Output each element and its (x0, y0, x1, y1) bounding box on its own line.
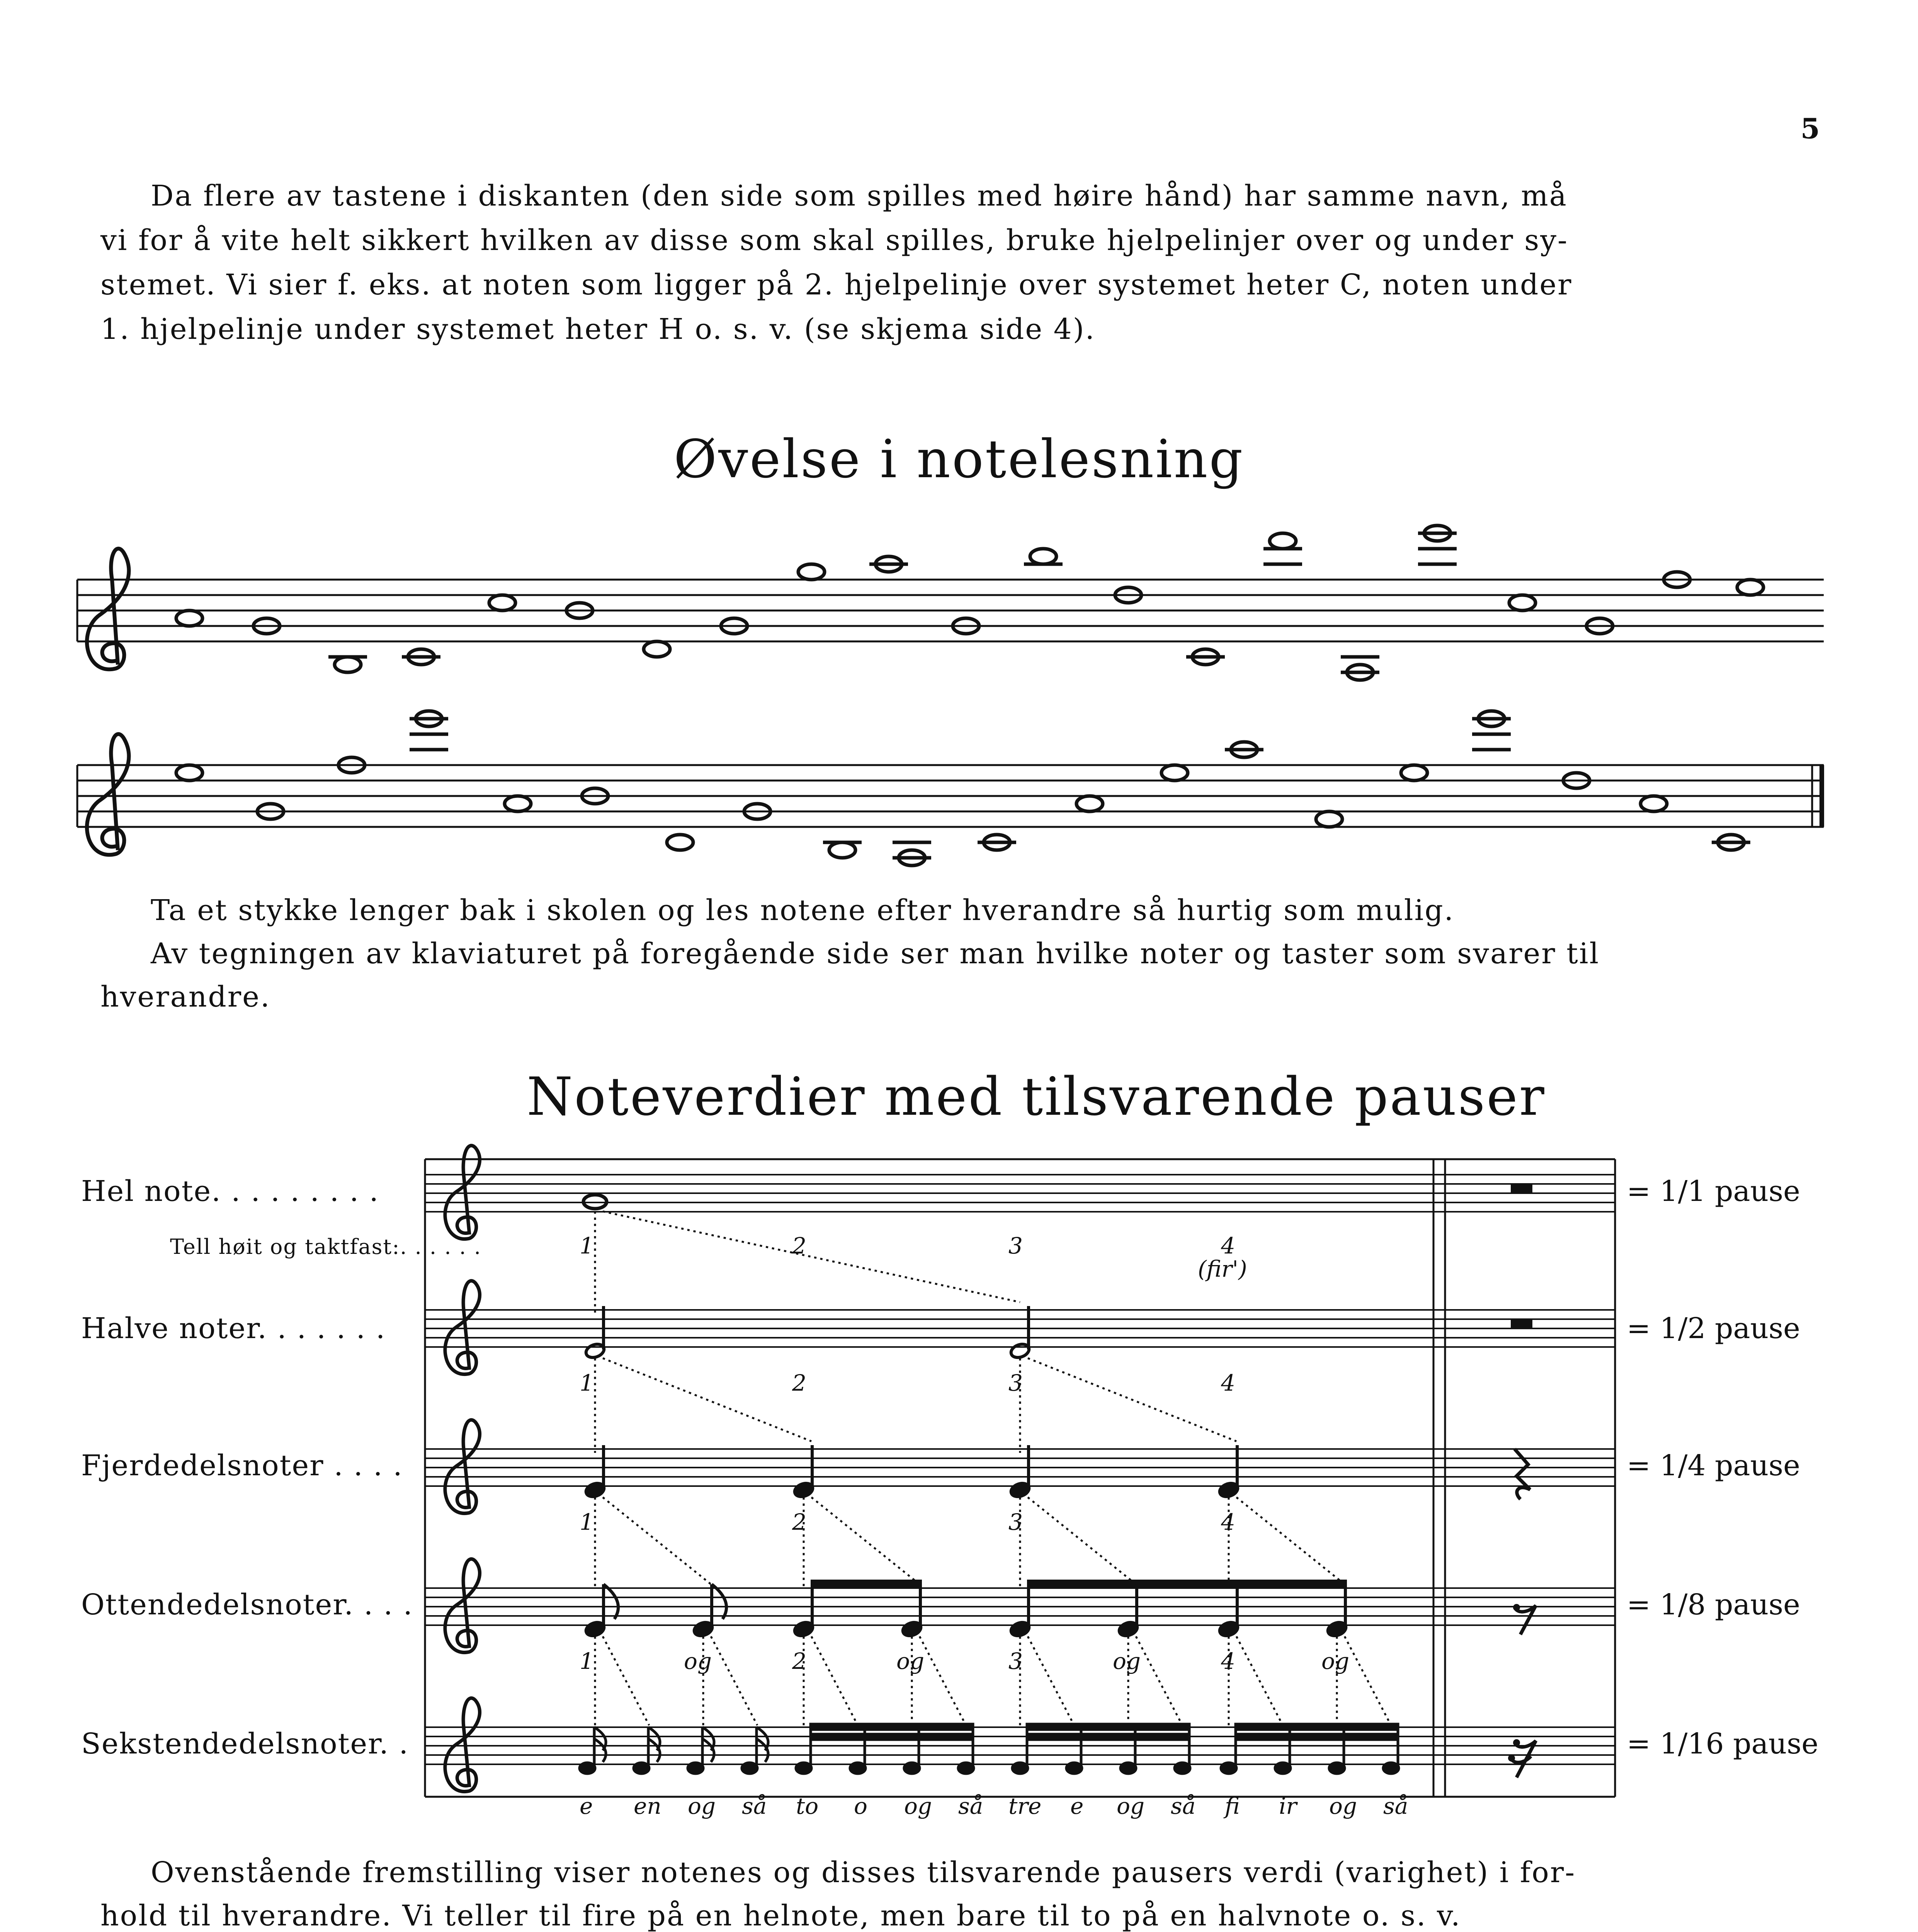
syllable: og (1329, 1793, 1357, 1819)
count-eighth: 1 (580, 1648, 594, 1674)
count-quarter-4: 4 (1221, 1509, 1235, 1535)
syllable: ir (1279, 1793, 1297, 1819)
syllable: så (958, 1793, 983, 1819)
row-label-quarter: Fjerdedelsnoter . . . . (81, 1449, 403, 1482)
row-label-half: Halve noter. . . . . . . (81, 1312, 386, 1345)
count-whole-4: 4 (1221, 1233, 1235, 1259)
intro-line: Da flere av tastene i diskanten (den side som spilles med høire hånd) har samme navn, må (151, 179, 1568, 213)
page-number: 5 (1801, 112, 1820, 145)
syllable: tre (1008, 1793, 1042, 1819)
count-half-2: 2 (792, 1370, 806, 1396)
row-label-whole: Hel note. . . . . . . . . (81, 1175, 379, 1208)
syllable: og (904, 1793, 932, 1819)
count-half-3: 3 (1008, 1370, 1023, 1396)
count-quarter-2: 2 (792, 1509, 806, 1535)
syllable: e (580, 1793, 593, 1819)
count-whole-2: 2 (792, 1233, 806, 1259)
exercise-staves (0, 502, 1918, 896)
syllable: og (1117, 1793, 1145, 1819)
note-values-line: Ovenstående fremstilling viser notenes og disses tilsvarende pausers verdi (varighet) i for- (151, 1856, 1576, 1889)
count-eighth: og (1321, 1648, 1350, 1674)
half-notes (584, 1306, 1031, 1360)
syllable: fi (1225, 1793, 1240, 1819)
syllable: så (742, 1793, 767, 1819)
treble-clef-icon (87, 734, 129, 855)
quarter-rest-icon (1515, 1449, 1530, 1499)
pause-label-half: = 1/2 pause (1627, 1312, 1801, 1345)
note-values-paragraph (100, 1851, 1816, 1932)
count-eighth: og (684, 1648, 712, 1674)
count-eighth: 4 (1221, 1648, 1235, 1674)
half-rest-icon (1511, 1320, 1532, 1328)
note-values-line: hold til hverandre. Vi teller til fire på en helnote, men bare til to på en halvnote o. s. v. (100, 1899, 1461, 1932)
pause-label-eighth: = 1/8 pause (1627, 1588, 1801, 1621)
exercise-title: Øvelse i notelesning (673, 429, 1245, 490)
treble-clef-icon (87, 549, 129, 669)
whole-rest-icon (1511, 1184, 1532, 1192)
count-instruction: Tell høit og taktfast:. . . . . . (170, 1235, 482, 1259)
syllable: så (1171, 1793, 1196, 1819)
pause-label-sixteenth: = 1/16 pause (1627, 1727, 1819, 1760)
exercise-line: hverandre. (100, 980, 271, 1014)
pause-label-quarter: = 1/4 pause (1627, 1449, 1801, 1482)
count-quarter-1: 1 (580, 1509, 594, 1535)
syllable: to (796, 1793, 819, 1819)
count-eighth: 2 (792, 1648, 806, 1674)
pause-label-whole: = 1/1 pause (1627, 1175, 1801, 1208)
exercise-line: Ta et stykke lenger bak i skolen og les notene efter hverandre så hurtig som mulig. (151, 894, 1455, 927)
exercise-line: Av tegningen av klaviaturet på foregående side ser man hvilke noter og taster som svarer til (151, 937, 1600, 970)
intro-line: stemet. Vi sier f. eks. at noten som ligger på 2. hjelpelinje over systemet heter C, noten under (100, 268, 1573, 301)
syllable: så (1383, 1793, 1408, 1819)
row-label-eighth: Ottendedelsnoter. . . . (81, 1588, 413, 1621)
intro-line: 1. hjelpelinje under systemet heter H o. s. v. (se skjema side 4). (100, 313, 1096, 346)
eighth-notes (584, 1581, 1348, 1638)
count-half-1: 1 (580, 1370, 594, 1396)
count-eighth: og (896, 1648, 925, 1674)
exercise-paragraph (100, 889, 1816, 1019)
exercise-notes-row1 (176, 526, 1763, 680)
syllable: og (688, 1793, 716, 1819)
exercise-notes-row2 (176, 711, 1750, 866)
intro-paragraph (100, 174, 1816, 352)
count-whole-3: 3 (1008, 1233, 1023, 1259)
treble-clef-icon (445, 1146, 480, 1792)
count-quarter-3: 3 (1008, 1509, 1023, 1535)
syllable: en (634, 1793, 661, 1819)
count-whole-1: 1 (580, 1233, 594, 1259)
row-label-sixteenth: Sekstendedelsnoter. . (81, 1727, 409, 1760)
syllable: e (1070, 1793, 1084, 1819)
count-whole-note: (fir') (1198, 1256, 1247, 1282)
count-eighth: og (1113, 1648, 1141, 1674)
sixteenth-notes (580, 1724, 1399, 1774)
count-eighth: 3 (1008, 1648, 1023, 1674)
note-values-title: Noteverdier med tilsvarende pauser (527, 1066, 1546, 1128)
count-half-4: 4 (1221, 1370, 1235, 1396)
intro-line: vi for å vite helt sikkert hvilken av disse som skal spilles, bruke hjelpelinjer over og under sy- (100, 224, 1569, 257)
quarter-notes (584, 1445, 1240, 1499)
syllable: o (854, 1793, 867, 1819)
